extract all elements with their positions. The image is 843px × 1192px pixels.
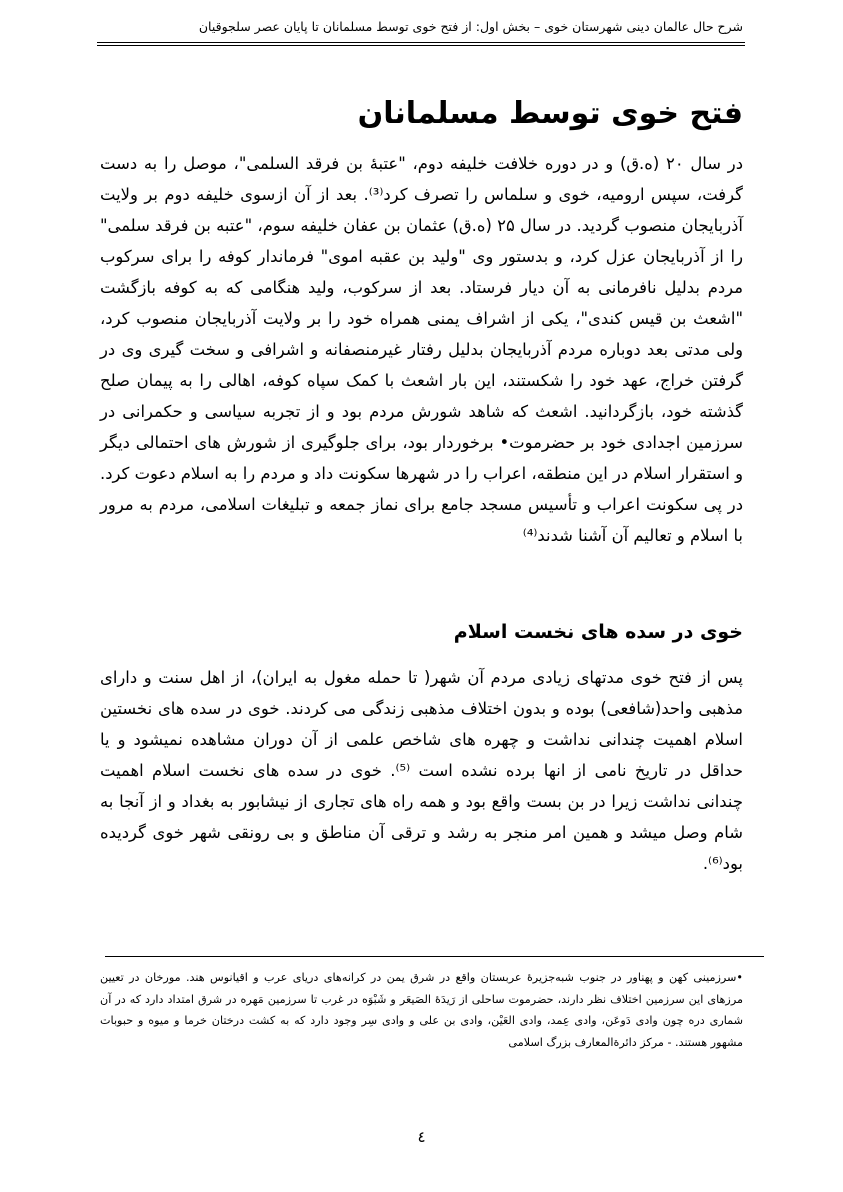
section-heading: خوی در سده های نخست اسلام xyxy=(453,621,743,643)
running-header: شرح حال عالمان دینی شهرستان خوی – بخش اول: از فتح خوی توسط مسلمانان تا پایان عصر سلجوقیان xyxy=(198,19,743,34)
header-rule-top xyxy=(97,42,745,43)
header-rule-bottom xyxy=(97,45,745,46)
chapter-title: فتح خوی توسط مسلمانان xyxy=(357,96,743,131)
body-paragraph-2: پس از فتح خوی مدتهای زیادی مردم آن شهر( تا حمله مغول به ایران)، از اهل سنت و دارای مذهبی واحد(شافعی) بوده و بدون اختلاف مذهبی زندگی می کردند. خوی در سده های نخستین اسلام اهمیت چندانی نداشت و چهره های شاخص علمی از آن دوران مشاهده نمیشود و یا حداقل در تاریخ نامی از انها برده نشده است ⁽⁵⁾. خوی در سده های نخست اسلام اهمیت چندانی نداشت زیرا در بن بست واقع بود و همه راه های تجاری از نیشابور به بغداد و از آنجا به شام وصل میشد و همین امر منجر به رشد و ترقی آن مناطق و بی رونقی شهر خوی گردیده بود⁽⁶⁾. xyxy=(100,668,743,873)
page-number: ٤ xyxy=(417,1128,426,1146)
footnote: •سرزمینی کهن و پهناور در جنوب شبه‌جزیرهٔ عربستان واقع در شرق یمن در کرانه‌های دریای عرب و اقیانوس هند. مورخان در تعیین مرزهای این سرزمین اختلاف نظر دارند، حضرموت ساحلی از رَیدَهٔ الصَیعَر و شَبْوَه در غرب تا سرزمین مَهره در شرق امتداد دارد که در آن شماری دره چون وادی دَوعَن، وادی عِمد، وادی العَیْن، وادی بن علی و وادی سِر وجود دارد که به کشت درختان خرما و میوه و حبوبات مشهور هستند. - مرکز دائرةالمعارف بزرگ اسلامی xyxy=(100,971,743,1049)
footnote-rule xyxy=(105,956,764,957)
body-paragraph-1: در سال ۲۰ (ه.ق) و در دوره خلافت خلیفه دوم، "عتبهٔ بن فرقد السلمی"، موصل را به دست گرفت، سپس ارومیه، خوی و سلماس را تصرف کرد⁽³⁾. بعد از آن ازسوی خلیفه دوم بر ولایت آذربایجان منصوب گردید. در سال ۲۵ (ه.ق) عثمان بن عفان خلیفه سوم، "عتبه بن فرقد سلمی" را از آذربایجان عزل کرد، و بدستور وی "ولید بن عقبه اموی" فرماندار کوفه را برای سرکوب مردم بدلیل نافرمانی به آن دیار فرستاد. بعد از سرکوب، ولید هنگامی که به کوفه بازگشت "اشعث بن قیس کندی"، یکی از اشراف یمنی همراه خود را بر ولایت آذربایجان منصوب کرد، ولی مدتی بعد دوباره مردم آذربایجان بدلیل رفتار غیرمنصفانه و اشرافی و سخت گیری وی در گرفتن خراج، عهد خود را شکستند، این بار اشعث با کمک سپاه کوفه، اهالی را به پیمان صلح گذشته خود، بازگردانید. اشعث که شاهد شورش مردم بود و از تجربه سیاسی و حکمرانی در سرزمین اجدادی خود بر حضرموت• برخوردار بود، برای جلوگیری از شورش های احتمالی دیگر و استقرار اسلام در این منطقه، اعراب را در شهرها سکونت داد و مردم را به اسلام دعوت کرد. در پی سکونت اعراب و تأسیس مسجد جامع برای نماز جمعه و تبلیغات اسلامی، مردم به مرور با اسلام و تعالیم آن آشنا شدند⁽⁴⁾ xyxy=(100,154,743,545)
